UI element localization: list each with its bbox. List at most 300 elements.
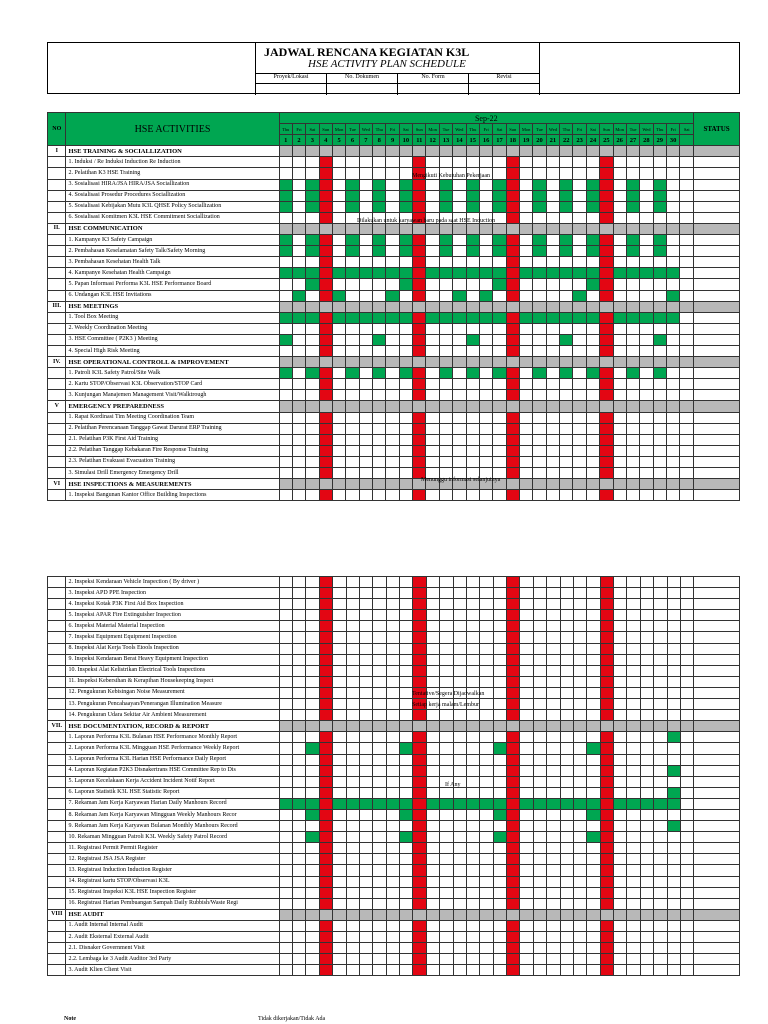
schedule-cell <box>279 312 292 323</box>
schedule-cell <box>426 157 439 168</box>
schedule-cell <box>586 423 599 434</box>
schedule-cell <box>507 643 520 654</box>
schedule-cell <box>519 401 532 412</box>
schedule-cell <box>626 412 639 423</box>
activity-label: 15. Registrasi Inspeksi K3L HSE Inspection Register <box>66 887 279 898</box>
schedule-cell <box>653 412 666 423</box>
schedule-cell <box>640 854 653 865</box>
schedule-cell <box>560 212 573 223</box>
schedule-cell <box>293 632 306 643</box>
schedule-cell <box>346 687 359 698</box>
schedule-cell <box>346 621 359 632</box>
schedule-cell <box>439 179 452 190</box>
schedule-cell <box>667 654 680 665</box>
schedule-cell <box>573 223 586 234</box>
schedule-cell <box>479 345 492 356</box>
schedule-cell <box>506 345 519 356</box>
schedule-cell <box>439 190 452 201</box>
schedule-cell <box>600 843 613 854</box>
schedule-cell <box>493 157 506 168</box>
schedule-cell <box>333 676 346 687</box>
schedule-cell <box>640 301 653 312</box>
status-cell <box>694 909 740 920</box>
schedule-cell <box>627 943 640 954</box>
activity-label: HSE MEETINGS <box>66 301 279 312</box>
schedule-cell <box>573 179 586 190</box>
schedule-cell <box>493 610 506 621</box>
schedule-cell <box>279 676 292 687</box>
schedule-cell <box>332 390 345 401</box>
schedule-cell <box>507 621 520 632</box>
schedule-cell <box>493 577 506 588</box>
schedule-cell <box>359 379 372 390</box>
schedule-cell <box>493 909 506 920</box>
schedule-cell <box>493 412 506 423</box>
activity-row <box>48 843 740 854</box>
activity-row <box>48 943 740 954</box>
schedule-cell <box>480 809 493 820</box>
day-number-cell: 17 <box>493 135 506 146</box>
row-number <box>48 965 66 976</box>
schedule-cell <box>440 588 453 599</box>
day-name-cell: Mon <box>332 124 345 135</box>
schedule-cell <box>346 179 359 190</box>
schedule-cell <box>520 965 533 976</box>
schedule-cell <box>546 434 559 445</box>
schedule-cell <box>560 599 573 610</box>
schedule-cell <box>680 809 693 820</box>
schedule-cell <box>613 423 626 434</box>
schedule-cell <box>453 932 466 943</box>
schedule-cell <box>654 909 667 920</box>
schedule-cell <box>547 621 560 632</box>
schedule-cell <box>547 865 560 876</box>
activity-row <box>48 434 740 445</box>
day-number-cell <box>680 135 694 146</box>
schedule-cell <box>587 854 600 865</box>
schedule-cell <box>279 954 292 965</box>
schedule-cell <box>440 732 453 743</box>
section-row <box>48 223 740 234</box>
schedule-cell <box>600 787 613 798</box>
schedule-cell <box>573 721 586 732</box>
schedule-cell <box>573 809 586 820</box>
schedule-cell <box>573 787 586 798</box>
schedule-cell <box>506 434 519 445</box>
schedule-cell <box>453 887 466 898</box>
schedule-cell <box>626 246 639 257</box>
schedule-cell <box>560 920 573 931</box>
schedule-cell <box>479 423 492 434</box>
schedule-cell <box>466 190 479 201</box>
schedule-cell <box>493 246 506 257</box>
schedule-cell <box>359 423 372 434</box>
schedule-cell <box>386 898 399 909</box>
schedule-cell <box>600 201 613 212</box>
schedule-cell <box>426 588 439 599</box>
schedule-cell <box>654 654 667 665</box>
schedule-cell <box>480 843 493 854</box>
schedule-cell <box>493 201 506 212</box>
schedule-cell <box>373 943 386 954</box>
schedule-cell <box>533 490 546 501</box>
status-cell <box>694 434 740 445</box>
schedule-cell <box>587 743 600 754</box>
activity-label: 4. Special High Risk Meeting <box>66 345 279 356</box>
status-cell <box>694 445 740 456</box>
schedule-cell <box>533 301 546 312</box>
schedule-cell <box>292 345 305 356</box>
row-number <box>48 246 66 257</box>
schedule-cell <box>413 743 426 754</box>
row-number <box>48 490 66 501</box>
schedule-cell <box>279 246 292 257</box>
schedule-cell <box>667 909 680 920</box>
schedule-cell <box>573 334 586 345</box>
schedule-cell <box>627 909 640 920</box>
schedule-cell <box>386 920 399 931</box>
schedule-cell <box>640 345 653 356</box>
activity-row <box>48 632 740 643</box>
schedule-cell <box>359 179 372 190</box>
schedule-cell <box>613 201 626 212</box>
schedule-cell <box>533 621 546 632</box>
activity-label: 13. Pengukuran Pencahaayan/Penerangan Illumination Measure <box>66 699 279 710</box>
schedule-cell <box>359 865 372 876</box>
schedule-cell <box>359 787 372 798</box>
schedule-cell <box>399 323 412 334</box>
schedule-cell <box>293 721 306 732</box>
schedule-cell <box>654 887 667 898</box>
schedule-cell <box>453 334 466 345</box>
schedule-cell <box>426 412 439 423</box>
schedule-cell <box>627 954 640 965</box>
activity-label: 5. Papan Informasi Performa K3L HSE Performance Board <box>66 279 279 290</box>
schedule-cell <box>533 279 546 290</box>
schedule-cell <box>573 268 586 279</box>
schedule-cell <box>587 920 600 931</box>
activity-row <box>48 246 740 257</box>
schedule-cell <box>560 732 573 743</box>
schedule-cell <box>319 456 332 467</box>
schedule-cell <box>480 854 493 865</box>
schedule-cell <box>373 898 386 909</box>
schedule-cell <box>614 876 627 887</box>
schedule-cell <box>480 954 493 965</box>
schedule-cell <box>359 754 372 765</box>
activity-label: 6. Undangan K3L HSE Invitations <box>66 290 279 301</box>
schedule-cell <box>319 909 332 920</box>
schedule-cell <box>346 843 359 854</box>
schedule-cell <box>600 621 613 632</box>
schedule-cell <box>373 621 386 632</box>
schedule-cell <box>586 479 599 490</box>
footer-note-label: Note <box>64 1016 76 1022</box>
schedule-cell <box>399 279 412 290</box>
schedule-cell <box>600 943 613 954</box>
schedule-cell <box>426 754 439 765</box>
schedule-cell <box>440 654 453 665</box>
schedule-cell <box>359 687 372 698</box>
activity-label: 8. Inspeksi Alat Kerja Tools Etools Inspection <box>66 643 279 654</box>
schedule-cell <box>466 390 479 401</box>
schedule-cell <box>439 345 452 356</box>
schedule-cell <box>413 954 426 965</box>
schedule-cell <box>680 632 693 643</box>
schedule-cell <box>319 699 332 710</box>
schedule-cell <box>293 754 306 765</box>
schedule-cell <box>426 943 439 954</box>
status-cell <box>694 832 740 843</box>
row-number <box>48 710 66 721</box>
schedule-cell <box>332 468 345 479</box>
schedule-cell <box>319 423 332 434</box>
schedule-cell <box>626 179 639 190</box>
schedule-cell <box>520 920 533 931</box>
schedule-cell <box>520 865 533 876</box>
schedule-cell <box>533 732 546 743</box>
schedule-cell <box>680 610 693 621</box>
schedule-cell <box>439 268 452 279</box>
schedule-cell <box>386 146 399 157</box>
schedule-cell <box>279 621 292 632</box>
schedule-cell <box>600 920 613 931</box>
schedule-cell <box>507 632 520 643</box>
schedule-cell <box>654 643 667 654</box>
schedule-cell <box>319 412 332 423</box>
schedule-cell <box>533 146 546 157</box>
schedule-cell <box>586 301 599 312</box>
schedule-cell <box>587 787 600 798</box>
schedule-cell <box>479 390 492 401</box>
schedule-cell <box>507 787 520 798</box>
schedule-cell <box>279 490 292 501</box>
schedule-cell <box>399 479 412 490</box>
schedule-cell <box>507 832 520 843</box>
row-number <box>48 787 66 798</box>
schedule-cell <box>614 588 627 599</box>
schedule-cell <box>279 257 292 268</box>
schedule-cell <box>519 279 532 290</box>
schedule-cell <box>319 368 332 379</box>
schedule-cell <box>333 832 346 843</box>
schedule-cell <box>319 599 332 610</box>
schedule-cell <box>667 710 680 721</box>
schedule-cell <box>426 345 439 356</box>
schedule-cell <box>480 909 493 920</box>
schedule-cell <box>613 235 626 246</box>
schedule-cell <box>560 323 573 334</box>
schedule-cell <box>466 865 479 876</box>
schedule-cell <box>600 754 613 765</box>
schedule-cell <box>519 490 532 501</box>
schedule-cell <box>319 643 332 654</box>
schedule-cell <box>292 190 305 201</box>
schedule-cell <box>413 179 426 190</box>
schedule-cell <box>533 223 546 234</box>
schedule-cell <box>466 765 479 776</box>
schedule-cell <box>319 621 332 632</box>
schedule-cell <box>600 798 613 809</box>
schedule-cell <box>667 588 680 599</box>
schedule-cell <box>680 887 693 898</box>
schedule-cell <box>306 643 319 654</box>
schedule-cell <box>440 599 453 610</box>
document-title: JADWAL RENCANA KEGIATAN K3L <box>264 45 470 59</box>
schedule-cell <box>493 235 506 246</box>
schedule-cell <box>373 632 386 643</box>
schedule-cell <box>426 965 439 976</box>
schedule-cell <box>586 146 599 157</box>
schedule-cell <box>666 334 679 345</box>
schedule-cell <box>413 776 426 787</box>
schedule-cell <box>413 577 426 588</box>
schedule-cell <box>453 390 466 401</box>
schedule-cell <box>654 610 667 621</box>
schedule-cell <box>507 865 520 876</box>
schedule-cell <box>680 732 693 743</box>
status-cell <box>694 190 740 201</box>
schedule-cell <box>533 334 546 345</box>
schedule-cell <box>426 665 439 676</box>
schedule-cell <box>573 468 586 479</box>
schedule-cell <box>666 146 679 157</box>
schedule-cell <box>359 334 372 345</box>
schedule-cell <box>666 401 679 412</box>
schedule-cell <box>319 654 332 665</box>
schedule-cell <box>507 798 520 809</box>
activity-label: 4. Inspeksi Kotak P3K First Aid Box Inspection <box>66 599 279 610</box>
schedule-cell <box>306 401 319 412</box>
schedule-cell <box>466 710 479 721</box>
schedule-cell <box>640 290 653 301</box>
schedule-cell <box>332 490 345 501</box>
schedule-cell <box>359 632 372 643</box>
activity-label: 3. Sosialisasi HIRA/JSA HIRA/JSA Sociallization <box>66 179 279 190</box>
activity-label: 1. Laporan Performa K3L Bulanan HSE Performance Monthly Report <box>66 732 279 743</box>
activity-row <box>48 832 740 843</box>
schedule-cell <box>319 235 332 246</box>
schedule-cell <box>666 434 679 445</box>
schedule-cell <box>333 943 346 954</box>
schedule-cell <box>493 843 506 854</box>
schedule-cell <box>480 787 493 798</box>
schedule-cell <box>453 179 466 190</box>
schedule-cell <box>547 898 560 909</box>
schedule-cell <box>413 490 426 501</box>
schedule-cell <box>654 854 667 865</box>
schedule-cell <box>279 787 292 798</box>
schedule-cell <box>346 235 359 246</box>
schedule-cell <box>626 401 639 412</box>
schedule-cell <box>413 157 426 168</box>
schedule-cell <box>600 632 613 643</box>
status-cell <box>694 223 740 234</box>
schedule-cell <box>653 345 666 356</box>
schedule-cell <box>626 201 639 212</box>
schedule-cell <box>600 676 613 687</box>
row-number <box>48 932 66 943</box>
schedule-cell <box>640 323 653 334</box>
schedule-cell <box>627 776 640 787</box>
schedule-cell <box>346 909 359 920</box>
schedule-cell <box>680 401 694 412</box>
schedule-cell <box>292 312 305 323</box>
schedule-cell <box>546 146 559 157</box>
schedule-cell <box>493 632 506 643</box>
row-number <box>48 832 66 843</box>
status-cell <box>694 632 740 643</box>
schedule-cell <box>507 732 520 743</box>
schedule-cell <box>426 357 439 368</box>
schedule-cell <box>306 168 319 179</box>
schedule-cell <box>373 390 386 401</box>
schedule-cell <box>453 401 466 412</box>
schedule-cell <box>306 821 319 832</box>
schedule-cell <box>640 787 653 798</box>
activity-row <box>48 412 740 423</box>
schedule-cell <box>346 821 359 832</box>
schedule-cell <box>426 368 439 379</box>
schedule-cell <box>306 577 319 588</box>
schedule-cell <box>359 821 372 832</box>
schedule-cell <box>666 212 679 223</box>
schedule-cell <box>573 368 586 379</box>
status-cell <box>694 201 740 212</box>
schedule-cell <box>627 577 640 588</box>
schedule-cell <box>386 854 399 865</box>
schedule-cell <box>479 445 492 456</box>
schedule-cell <box>292 390 305 401</box>
schedule-cell <box>666 290 679 301</box>
schedule-cell <box>640 798 653 809</box>
schedule-cell <box>506 390 519 401</box>
schedule-cell <box>493 323 506 334</box>
schedule-cell <box>386 357 399 368</box>
day-name-cell: Sun <box>413 124 426 135</box>
day-name-cell: Mon <box>519 124 532 135</box>
schedule-cell <box>560 168 573 179</box>
schedule-cell <box>306 621 319 632</box>
schedule-cell <box>507 687 520 698</box>
schedule-cell <box>453 665 466 676</box>
activity-label: HSE INSPECTIONS & MEASUREMENTS <box>66 479 279 490</box>
schedule-cell <box>413 345 426 356</box>
schedule-cell <box>413 599 426 610</box>
schedule-cell <box>560 279 573 290</box>
schedule-cell <box>359 168 372 179</box>
schedule-cell <box>507 754 520 765</box>
schedule-cell <box>426 643 439 654</box>
schedule-cell <box>306 932 319 943</box>
schedule-cell <box>386 821 399 832</box>
schedule-cell <box>533 743 546 754</box>
schedule-cell <box>626 257 639 268</box>
schedule-cell <box>293 832 306 843</box>
schedule-cell <box>440 865 453 876</box>
status-cell <box>694 157 740 168</box>
schedule-cell <box>654 754 667 765</box>
schedule-cell <box>426 334 439 345</box>
schedule-cell <box>346 301 359 312</box>
schedule-cell <box>346 699 359 710</box>
schedule-cell <box>293 621 306 632</box>
schedule-cell <box>413 301 426 312</box>
schedule-cell <box>613 157 626 168</box>
schedule-cell <box>680 390 694 401</box>
activity-row <box>48 754 740 765</box>
schedule-cell <box>573 676 586 687</box>
